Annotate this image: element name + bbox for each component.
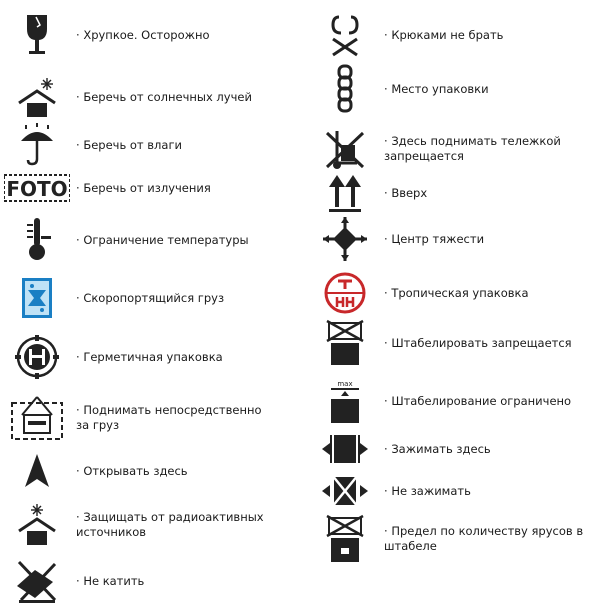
sun-protect-icon xyxy=(10,72,64,122)
symbol-item-temperature xyxy=(10,215,249,265)
symbol-item-no-roll xyxy=(10,556,144,606)
hermetic-icon xyxy=(10,332,64,382)
no-roll-icon xyxy=(10,556,64,606)
symbol-item-no-truck xyxy=(318,124,561,174)
symbol-label: · Не катить xyxy=(76,574,144,589)
symbol-label: · Защищать от радиоактивных источников xyxy=(76,510,264,540)
svg-text:max: max xyxy=(337,380,353,388)
symbol-item-radioactive xyxy=(10,500,264,550)
lift-cargo-icon xyxy=(10,393,64,443)
symbol-label: · Место упаковки xyxy=(384,82,489,97)
symbol-item-radiation xyxy=(4,163,211,213)
symbol-item-tropical xyxy=(318,268,529,318)
symbol-label: · Открывать здесь xyxy=(76,464,188,479)
symbol-label: · Поднимать непосредственно за груз xyxy=(76,403,262,433)
symbol-item-perishable xyxy=(10,273,224,323)
symbol-item-sun xyxy=(10,72,252,122)
symbol-item-fragile xyxy=(10,10,210,60)
tropical-icon xyxy=(318,268,372,318)
symbol-label: · Зажимать здесь xyxy=(384,442,491,457)
svg-text:FOTO: FOTO xyxy=(6,177,68,201)
symbol-label: · Хрупкое. Осторожно xyxy=(76,28,210,43)
stack-limit-icon xyxy=(318,376,372,426)
no-handtruck-icon xyxy=(318,124,372,174)
symbol-label: · Крюками не брать xyxy=(384,28,503,43)
foto-icon xyxy=(4,163,70,213)
symbol-item-stack-limit xyxy=(318,376,571,426)
this-way-up-icon xyxy=(318,168,372,218)
tier-limit-icon xyxy=(318,514,372,564)
thermometer-icon xyxy=(10,215,64,265)
symbol-item-no-clamp xyxy=(318,466,471,516)
open-here-icon xyxy=(10,446,64,496)
symbol-label: · Вверх xyxy=(384,186,427,201)
symbol-label: · Не зажимать xyxy=(384,484,471,499)
no-hooks-icon xyxy=(318,10,372,60)
symbol-label: · Скоропортящийся груз xyxy=(76,291,224,306)
symbol-label: · Здесь поднимать тележкой запрещается xyxy=(384,134,561,164)
symbol-item-sling xyxy=(318,64,489,114)
no-clamp-icon xyxy=(318,466,372,516)
symbol-item-lift xyxy=(10,393,262,443)
symbol-item-hermetic xyxy=(10,332,223,382)
symbol-label: · Штабелировать запрещается xyxy=(384,336,572,351)
symbol-item-up xyxy=(318,168,427,218)
center-gravity-icon xyxy=(318,214,372,264)
symbol-label: · Беречь от излучения xyxy=(76,181,211,196)
symbol-label: · Центр тяжести xyxy=(384,232,484,247)
symbol-item-tier-limit xyxy=(318,514,583,564)
symbol-item-open xyxy=(10,446,188,496)
symbol-item-no-stack xyxy=(318,318,572,368)
no-stack-icon xyxy=(318,318,372,368)
symbol-label: · Герметичная упаковка xyxy=(76,350,223,365)
symbol-item-gravity xyxy=(318,214,484,264)
symbol-item-no-hooks xyxy=(318,10,503,60)
symbol-label: · Ограничение температуры xyxy=(76,233,249,248)
symbol-label: · Беречь от солнечных лучей xyxy=(76,90,252,105)
symbol-label: · Предел по количеству ярусов в штабеле xyxy=(384,524,583,554)
symbol-label: · Штабелирование ограничено xyxy=(384,394,571,409)
chain-sling-icon xyxy=(318,64,372,114)
symbol-label: · Беречь от влаги xyxy=(76,138,182,153)
radioactive-protect-icon xyxy=(10,500,64,550)
perishable-icon xyxy=(10,273,64,323)
symbol-label: · Тропическая упаковка xyxy=(384,286,529,301)
fragile-glass-icon xyxy=(10,10,64,60)
